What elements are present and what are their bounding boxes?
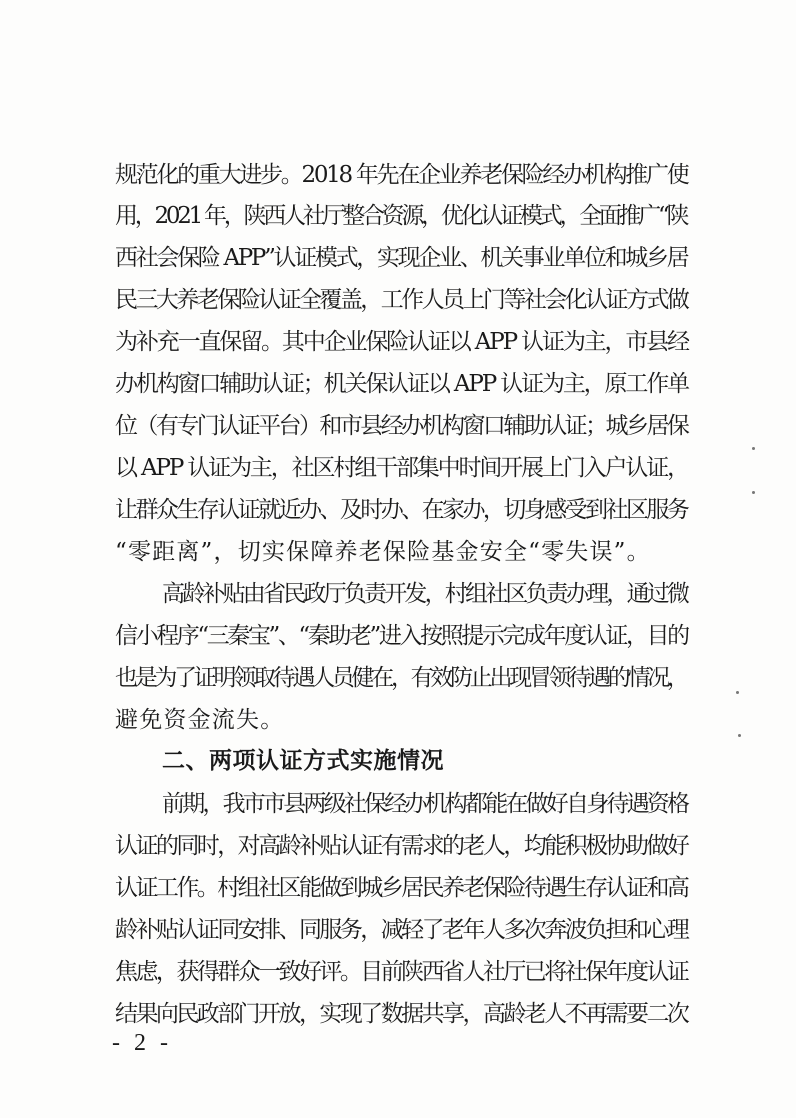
text-line: 高龄补贴由省民政厅负责开发，村组社区负责办理，通过微 [162, 581, 688, 607]
scan-speck [752, 491, 755, 494]
text-line: 焦虑，获得群众一致好评。目前陕西省人社厅已将社保年度认证 [115, 959, 688, 985]
text-line: 龄补贴认证同安排、同服务，减轻了老年人多次奔波负担和心理 [115, 917, 688, 943]
text-line: 信小程序“三秦宝”、“秦助老”进入按照提示完成年度认证，目的 [115, 623, 688, 649]
text-line: 办机构窗口辅助认证；机关保认证以 APP 认证为主，原工作单 [115, 371, 688, 397]
text-line: 规范化的重大进步。2018 年先在企业养老保险经办机构推广使 [115, 162, 688, 188]
text-line: “零距离”，切实保障养老保险基金安全“零失误”。 [115, 539, 651, 565]
text-line: 用，2021 年，陕西人社厅整合资源，优化认证模式，全面推广“陕 [115, 203, 687, 229]
text-line: 避免资金流失。 [115, 707, 285, 733]
text-line: 认证的同时，对高龄补贴认证有需求的老人，均能积极协助做好 [115, 833, 688, 859]
text-line: 位（有专门认证平台）和市县经办机构窗口辅助认证；城乡居保 [115, 413, 688, 439]
scan-speck [738, 734, 741, 737]
section-heading: 二、两项认证方式实施情况 [162, 748, 444, 774]
text-line: 结果向民政部门开放，实现了数据共享，高龄老人不再需要二次 [115, 1001, 688, 1027]
scan-speck [752, 447, 755, 450]
text-line: 也是为了证明领取待遇人员健在，有效防止出现冒领待遇的情况， [115, 665, 687, 691]
text-line: 认证工作。村组社区能做到城乡居民养老保险待遇生存认证和高 [115, 875, 688, 901]
page-number: - 2 - [112, 1030, 172, 1056]
scan-speck [736, 691, 739, 694]
text-line: 西社会保险 APP”认证模式，实现企业、机关事业单位和城乡居 [115, 245, 688, 271]
text-line: 为补充一直保留。其中企业保险认证以 APP 认证为主，市县经 [115, 329, 688, 355]
text-line: 民三大养老保险认证全覆盖，工作人员上门等社会化认证方式做 [115, 287, 688, 313]
text-line: 以 APP 认证为主，社区村组干部集中时间开展上门入户认证， [115, 455, 688, 481]
text-line: 让群众生存认证就近办、及时办、在家办，切身感受到社区服务 [115, 497, 688, 523]
text-line: 前期，我市市县两级社保经办机构都能在做好自身待遇资格 [162, 791, 688, 817]
